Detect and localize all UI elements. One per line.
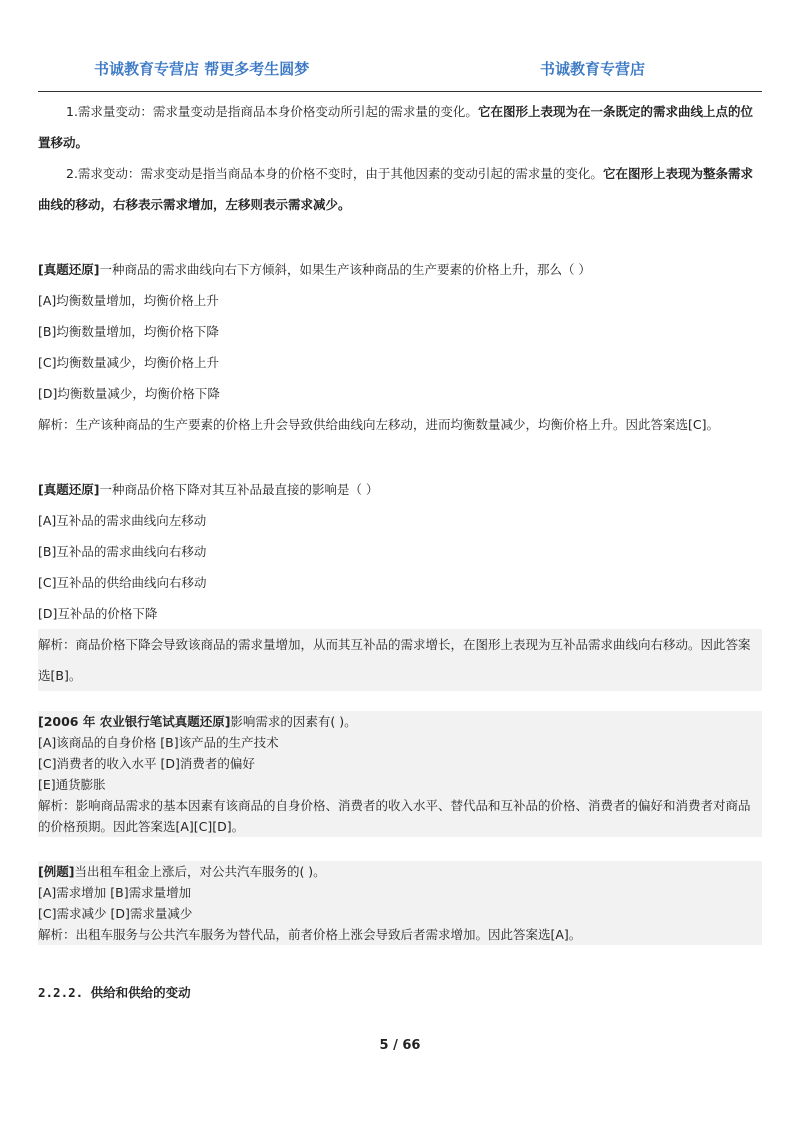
option-d: [D]互补品的价格下降 [38,606,158,621]
question-stem: 一种商品价格下降对其互补品最直接的影响是（ ） [99,482,379,497]
intro-paragraph-2: 2.需求变动：需求变动是指当商品本身的价格不变时，由于其他因素的变动引起的需求量的变化。它在图形上表现为整条需求曲线的移动，右移表示需求增加，左移则表示需求减少。 [38,166,753,212]
analysis: 解析：影响商品需求的基本因素有该商品的自身价格、消费者的收入水平、替代品和互补品的价格、消费者的偏好和消费者对商品的价格预期。因此答案选[A][C][D]。 [38,795,762,837]
option-a: [A]均衡数量增加，均衡价格上升 [38,293,219,308]
option-d: [D]均衡数量减少，均衡价格下降 [38,386,220,401]
question-stem: 当出租车租金上涨后，对公共汽车服务的( )。 [74,864,326,879]
page-header [38,58,762,88]
option-b: [B]均衡数量增加，均衡价格下降 [38,324,219,339]
analysis: 解析：出租车服务与公共汽车服务为替代品，前者价格上涨会导致后者需求增加。因此答案选[A]。 [38,924,762,945]
header-divider [38,91,762,92]
question-tag: [真题还原] [38,262,100,277]
question-tag: [真题还原] [38,482,100,497]
option-line: [A]该商品的自身价格 [B]该产品的生产技术 [38,732,762,753]
header-store-slogan: 书诚教育专营店 帮更多考生圆梦 [94,60,310,78]
option-line: [A]需求增加 [B]需求量增加 [38,882,762,903]
option-a: [A]互补品的需求曲线向左移动 [38,513,207,528]
option-c: [C]互补品的供给曲线向右移动 [38,575,207,590]
option-line: [E]通货膨胀 [38,774,762,795]
question-1 [38,254,762,440]
option-b: [B]互补品的需求曲线向右移动 [38,544,207,559]
page-number: 5 / 66 [379,1038,421,1053]
option-line: [C]需求减少 [D]需求量减少 [38,903,762,924]
option-line: [C]消费者的收入水平 [D]消费者的偏好 [38,753,762,774]
question-4 [38,861,762,945]
question-stem: 影响需求的因素有( )。 [230,714,357,729]
intro-paragraph-1: 1.需求量变动：需求量变动是指商品本身价格变动所引起的需求量的变化。它在图形上表现为在一条既定的需求曲线上点的位置移动。 [38,104,753,150]
question-stem: 一种商品的需求曲线向右下方倾斜，如果生产该种商品的生产要素的价格上升，那么（ ） [99,262,591,277]
analysis: 解析：生产该种商品的生产要素的价格上升会导致供给曲线向左移动，进而均衡数量减少，均衡价格上升。因此答案选[C]。 [38,417,719,432]
option-c: [C]均衡数量减少，均衡价格上升 [38,355,219,370]
header-store-name: 书诚教育专营店 [540,60,646,78]
question-tag: [例题] [38,864,75,879]
document-body [38,96,762,1001]
question-2 [38,474,762,691]
section-title: 2.2.2. 供给和供给的变动 [38,985,191,1000]
question-3 [38,711,762,837]
analysis: 解析：商品价格下降会导致该商品的需求量增加，从而其互补品的需求增长，在图形上表现为互补品需求曲线向右移动。因此答案选[B]。 [38,629,762,691]
question-tag: [2006 年 农业银行笔试真题还原] [38,714,231,729]
